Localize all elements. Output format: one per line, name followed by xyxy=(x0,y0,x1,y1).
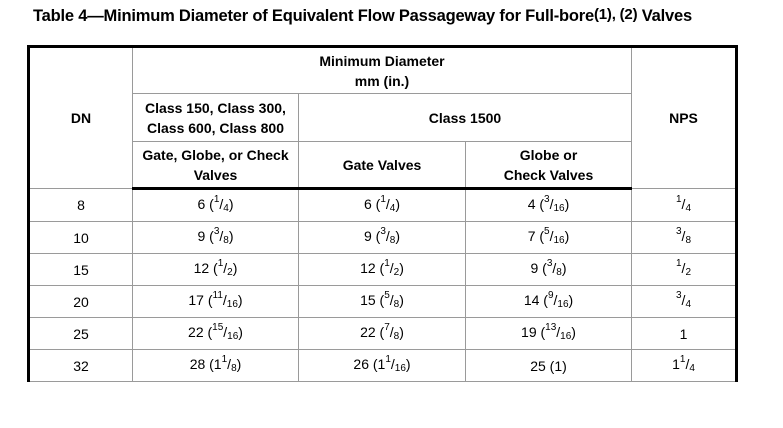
cell-class1500-globe-check: 9 ($^3$/8) xyxy=(466,254,632,286)
cell-nps: $^3$/8 xyxy=(632,222,737,254)
header-gate-globe-check: Gate, Globe, or Check Valves xyxy=(133,142,299,189)
cell-class1500-globe-check: 7 ($^5$/16) xyxy=(466,222,632,254)
table-row xyxy=(29,286,737,318)
cell-class150-800: 22 ($^{15}$/16) xyxy=(133,318,299,350)
header-dn: DN xyxy=(29,47,133,189)
table-title xyxy=(33,7,692,26)
header-min-diameter: Minimum Diameter mm (in.) xyxy=(133,47,632,94)
cell-class150-800: 9 ($^3$/8) xyxy=(133,222,299,254)
cell-nps: $^3$/4 xyxy=(632,286,737,318)
title-footnote-refs: (1), (2) xyxy=(593,6,638,23)
cell-dn: 15 xyxy=(29,254,133,286)
table-row xyxy=(29,189,737,222)
cell-nps: $^1$/4 xyxy=(632,189,737,222)
header-gate-valves: Gate Valves xyxy=(299,142,466,189)
table-row xyxy=(29,222,737,254)
header-nps: NPS xyxy=(632,47,737,189)
table-row xyxy=(29,254,737,286)
cell-class150-800: 28 $(1^1/8)$ xyxy=(133,350,299,382)
title-suffix: Valves xyxy=(637,7,692,25)
cell-class1500-globe-check: 19 ($^{13}$/16) xyxy=(466,318,632,350)
table-row xyxy=(29,350,737,382)
cell-dn: 20 xyxy=(29,286,133,318)
cell-dn: 8 xyxy=(29,189,133,222)
cell-class150-800: 6 ($^1$/4) xyxy=(133,189,299,222)
cell-class1500-gate: 6 ($^1$/4) xyxy=(299,189,466,222)
cell-class150-800: 12 ($^1$/2) xyxy=(133,254,299,286)
cell-class150-800: 17 ($^{11}$/16) xyxy=(133,286,299,318)
cell-class1500-gate: 26 $(1^1/16)$ xyxy=(299,350,466,382)
cell-class1500-globe-check: 4 ($^3$/16) xyxy=(466,189,632,222)
table-row xyxy=(29,318,737,350)
cell-dn: 25 xyxy=(29,318,133,350)
cell-class1500-globe-check: 25 (1) xyxy=(466,350,632,382)
cell-nps: 1 xyxy=(632,318,737,350)
header-globe-check: Globe or Check Valves xyxy=(466,142,632,189)
header-class-group1: Class 150, Class 300, Class 600, Class 800 xyxy=(133,94,299,142)
cell-class1500-gate: 22 ($^7$/8) xyxy=(299,318,466,350)
cell-class1500-gate: 9 ($^3$/8) xyxy=(299,222,466,254)
title-text: Table 4—Minimum Diameter of Equivalent Flow Passageway for Full-bore xyxy=(33,7,594,25)
header-class-1500: Class 1500 xyxy=(299,94,632,142)
cell-dn: 32 xyxy=(29,350,133,382)
min-diameter-table xyxy=(27,45,738,382)
cell-nps: $^1$/2 xyxy=(632,254,737,286)
cell-class1500-gate: 12 ($^1$/2) xyxy=(299,254,466,286)
cell-class1500-globe-check: 14 ($^9$/16) xyxy=(466,286,632,318)
cell-class1500-gate: 15 ($^5$/8) xyxy=(299,286,466,318)
cell-nps: $1^1/4$ xyxy=(632,350,737,382)
cell-dn: 10 xyxy=(29,222,133,254)
